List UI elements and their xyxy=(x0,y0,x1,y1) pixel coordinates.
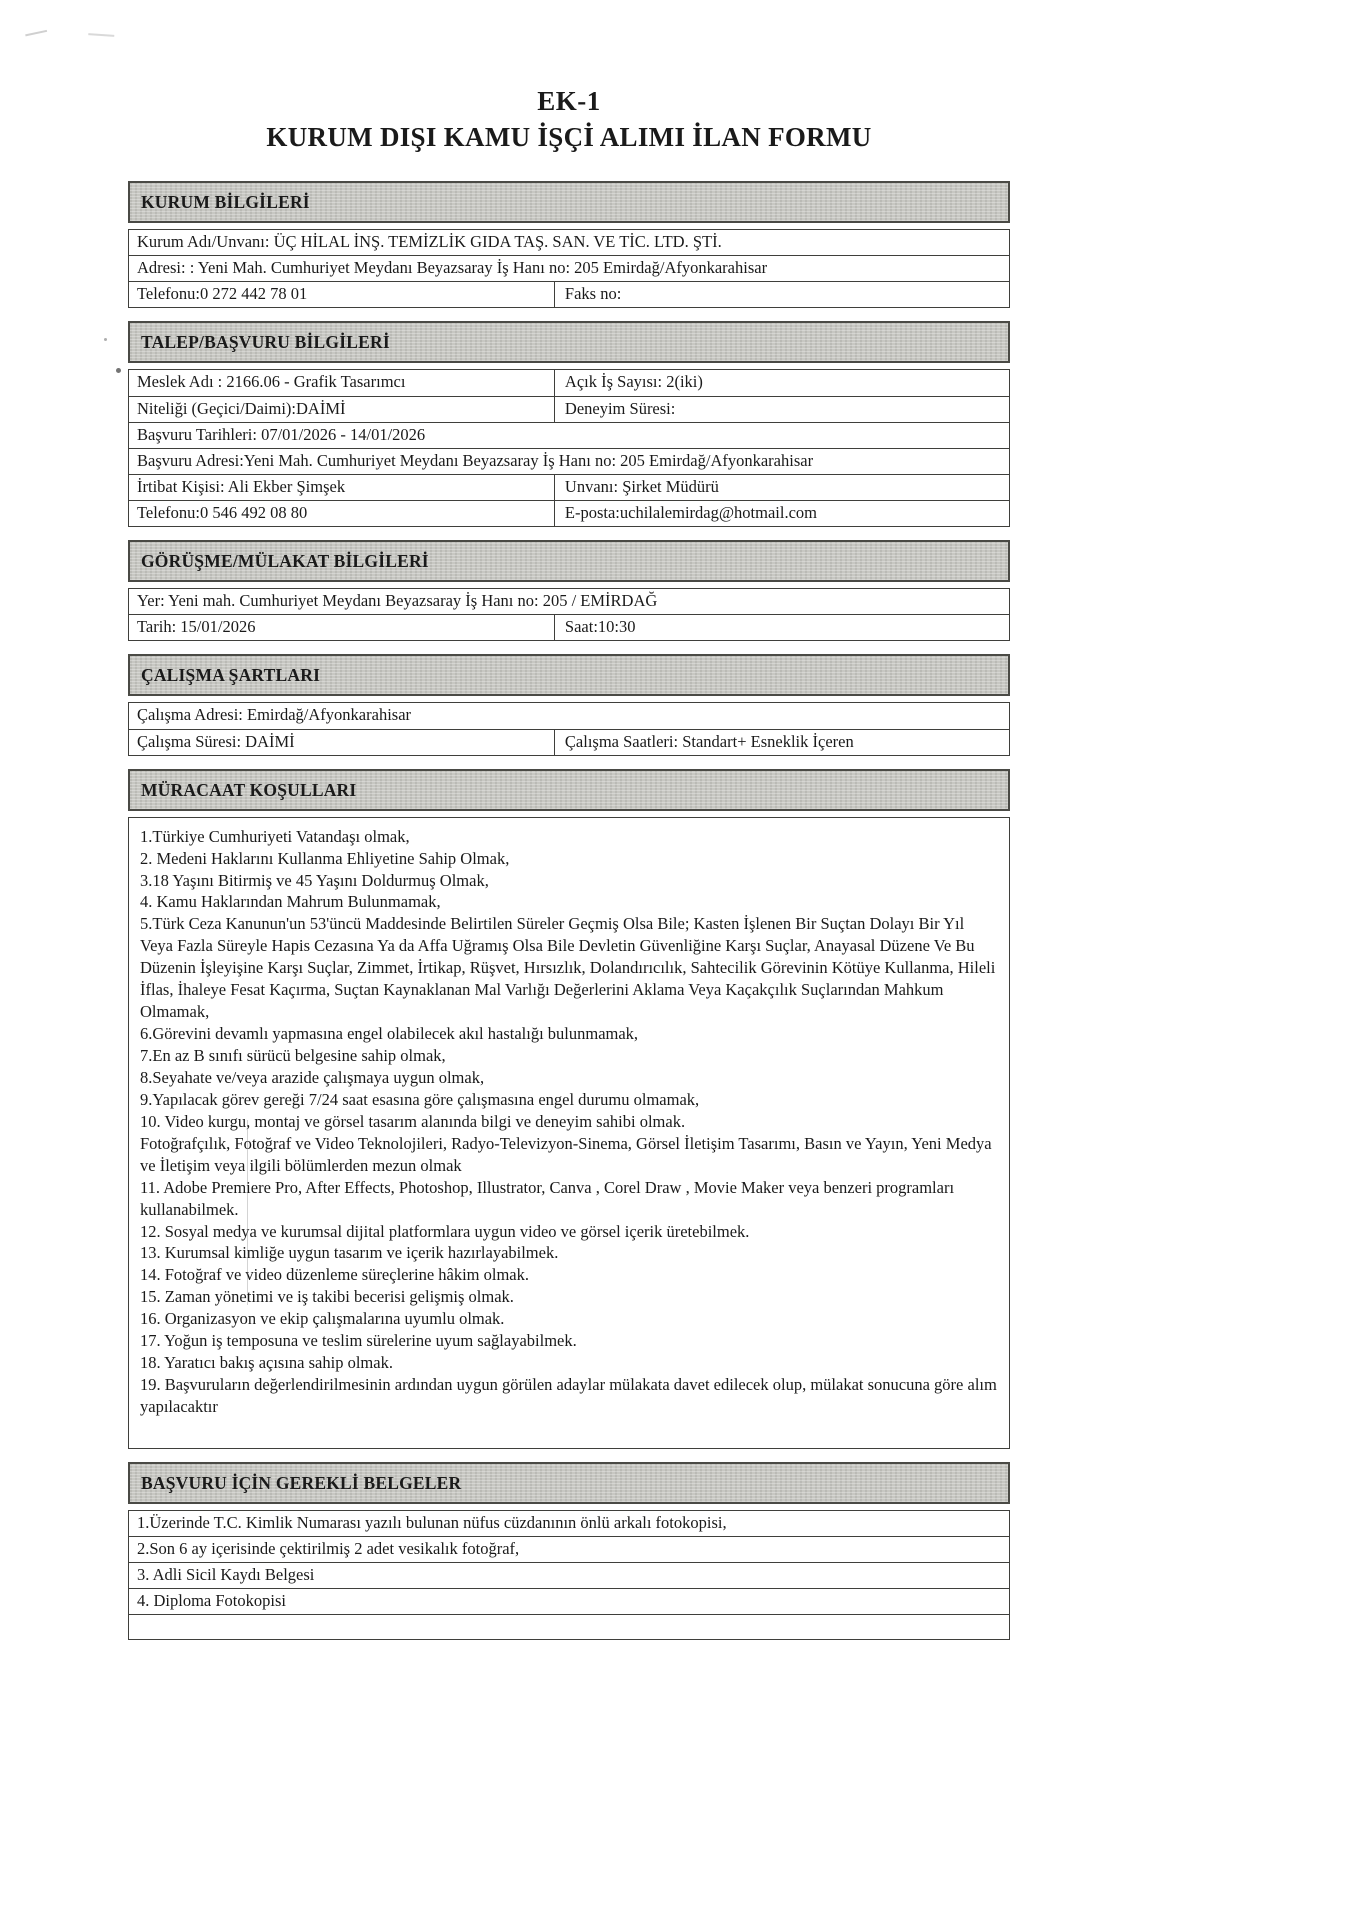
section-header-gerekli-belgeler xyxy=(128,1462,1010,1504)
section-header-calisma-sartlari xyxy=(128,654,1010,696)
requirement-item: 5.Türk Ceza Kanunun'un 53'üncü Maddesinde Belirtilen Süreler Geçmiş Olsa Bile; Kasten İşlenen Bir Suçtan Dolayı Bir Yıl Veya Fazla Süreyle Hapis Cezasına Ya da Affa Uğramış Olsa Bile Devletin Güvenliğine Karşı Suçlar, Anayasal Düzene Ve Bu Düzenin İşleyişine Karşı Suçlar, Zimmet, İrtikap, Rüşvet, Hırsızlık, Dolandırıcılık, Sahtecilik Görevinin Kötüye Kullanma, Hileli İflas, İhaleye Fesat Kaçırma, Suçtan Kaynaklanan Mal Varlığı Değerlerini Aklama Veya Kaçakçılık Suçlarından Mahkum Olmamak, xyxy=(140,914,996,1022)
section-header-label: TALEP/BAŞVURU BİLGİLERİ xyxy=(141,332,390,353)
field-irtibat-kisisi: İrtibat Kişisi: Ali Ekber Şimşek xyxy=(129,475,555,500)
section-header-label: BAŞVURU İÇİN GEREKLİ BELGELER xyxy=(141,1472,462,1493)
field-unvani: Unvanı: Şirket Müdürü xyxy=(564,476,719,496)
field-talep-telefonu: Telefonu:0 546 492 08 80 xyxy=(129,501,555,526)
requirement-item: 4. Kamu Haklarından Mahrum Bulunmamak, xyxy=(140,892,441,912)
field-basvuru-adresi: Başvuru Adresi:Yeni Mah. Cumhuriyet Meydanı Beyazsaray İş Hanı no: 205 Emirdağ/Afyonkarahisar xyxy=(129,449,1009,475)
talep-basvuru-table xyxy=(128,369,1010,527)
field-gorusme-yer: Yer: Yeni mah. Cumhuriyet Meydanı Beyazsaray İş Hanı no: 205 / EMİRDAĞ xyxy=(129,589,1009,615)
field-gorusme-tarih: Tarih: 15/01/2026 xyxy=(129,615,555,640)
field-faks-no: Faks no: xyxy=(564,284,622,304)
requirement-item: 18. Yaratıcı bakış açısına sahip olmak. xyxy=(140,1353,393,1373)
requirement-item: 13. Kurumsal kimliğe uygun tasarım ve içerik hazırlayabilmek. xyxy=(140,1243,559,1263)
requirement-item: 9.Yapılacak görev gereği 7/24 saat esasına göre çalışmasına engel durumu olmamak, xyxy=(140,1089,700,1109)
section-header-label: ÇALIŞMA ŞARTLARI xyxy=(141,665,321,686)
requirement-item: 19. Başvuruların değerlendirilmesinin ardından uygun görülen adaylar mülakata davet edilecek olup, mülakat sonucuna göre alım yapılacaktır xyxy=(140,1375,997,1416)
field-acik-is-sayisi: Açık İş Sayısı: 2(iki) xyxy=(564,372,703,392)
field-calisma-saatleri: Çalışma Saatleri: Standart+ Esneklik İçeren xyxy=(564,731,854,751)
table-row xyxy=(129,730,1009,756)
requirement-item: 2. Medeni Haklarını Kullanma Ehliyetine Sahip Olmak, xyxy=(140,848,510,868)
requirement-item: 12. Sosyal medya ve kurumsal dijital platformlara uygun video ve görsel içerik üretebilmek. xyxy=(140,1221,750,1241)
field-kurum-adi-unvani: Kurum Adı/Unvanı: ÜÇ HİLAL İNŞ. TEMİZLİK GIDA TAŞ. SAN. VE TİC. LTD. ŞTİ. xyxy=(129,230,1009,256)
requirement-item: 16. Organizasyon ve ekip çalışmalarına uyumlu olmak. xyxy=(140,1309,505,1329)
section-header-label: GÖRÜŞME/MÜLAKAT BİLGİLERİ xyxy=(141,551,429,572)
muracaat-kosullari-list xyxy=(128,817,1010,1449)
requirement-item: 7.En az B sınıfı sürücü belgesine sahip olmak, xyxy=(140,1046,446,1065)
field-gorusme-saat: Saat:10:30 xyxy=(564,617,636,637)
requirement-item: 8.Seyahate ve/veya arazide çalışmaya uygun olmak, xyxy=(140,1067,485,1087)
section-header-muracaat-kosullari xyxy=(128,769,1010,811)
field-kurum-adresi: Adresi: : Yeni Mah. Cumhuriyet Meydanı Beyazsaray İş Hanı no: 205 Emirdağ/Afyonkarahisar xyxy=(129,256,1009,282)
gorusme-mulakat-table xyxy=(128,588,1010,641)
gerekli-belgeler-table xyxy=(128,1510,1010,1641)
scan-artifact xyxy=(25,30,49,44)
requirement-item: 15. Zaman yönetimi ve iş takibi becerisi gelişmiş olmak. xyxy=(140,1287,514,1307)
table-row xyxy=(129,282,1009,308)
field-eposta: E-posta:uchilalemirdag@hotmail.com xyxy=(564,503,817,522)
requirement-item: Fotoğrafçılık, Fotoğraf ve Video Teknolojileri, Radyo-Televizyon-Sinema, Görsel İletişim Tasarımı, Basın ve Yayın, Yeni Medya ve İletişim veya ilgili bölümlerden mezun olmak xyxy=(140,1133,992,1175)
section-header-gorusme-mulakat xyxy=(128,540,1010,582)
field-kurum-telefonu: Telefonu:0 272 442 78 01 xyxy=(129,282,555,307)
kurum-bilgileri-table xyxy=(128,229,1010,308)
requirement-item: 14. Fotoğraf ve video düzenleme süreçlerine hâkim olmak. xyxy=(140,1265,529,1285)
table-row xyxy=(129,615,1009,641)
requirement-item: 11. Adobe Premiere Pro, After Effects, Photoshop, Illustrator, Canva , Corel Draw , Movie Maker veya benzeri programları kullanabilmek. xyxy=(140,1177,955,1219)
requirement-item: 10. Video kurgu, montaj ve görsel tasarım alanında bilgi ve deneyim sahibi olmak. xyxy=(140,1111,686,1131)
field-deneyim-suresi: Deneyim Süresi: xyxy=(564,398,676,418)
section-header-label: MÜRACAAT KOŞULLARI xyxy=(141,779,357,800)
attachment-code: EK-1 xyxy=(537,86,601,116)
field-calisma-suresi: Çalışma Süresi: DAİMİ xyxy=(129,730,555,755)
requirement-item: 1.Türkiye Cumhuriyeti Vatandaşı olmak, xyxy=(140,826,410,846)
table-row xyxy=(129,501,1009,527)
requirement-item: 17. Yoğun iş temposuna ve teslim sürelerine uyum sağlayabilmek. xyxy=(140,1331,577,1351)
scan-artifact xyxy=(88,33,115,45)
requirement-item: 3.18 Yaşını Bitirmiş ve 45 Yaşını Doldurmuş Olmak, xyxy=(140,870,489,890)
empty-row xyxy=(129,1615,1009,1640)
field-calisma-adresi: Çalışma Adresi: Emirdağ/Afyonkarahisar xyxy=(129,703,1009,729)
page-title: KURUM DIŞI KAMU İŞÇİ ALIMI İLAN FORMU xyxy=(266,122,872,152)
document-titles xyxy=(128,0,1010,153)
requirement-item: 6.Görevini devamlı yapmasına engel olabilecek akıl hastalığı bulunmamak, xyxy=(140,1024,639,1044)
table-row xyxy=(129,397,1009,423)
document-item: 4. Diploma Fotokopisi xyxy=(129,1589,1009,1615)
scan-artifact xyxy=(116,368,121,373)
table-row xyxy=(129,370,1009,396)
field-basvuru-tarihleri: Başvuru Tarihleri: 07/01/2026 - 14/01/2026 xyxy=(129,423,1009,449)
field-niteligi: Niteliği (Geçici/Daimi):DAİMİ xyxy=(129,397,555,422)
document-item: 2.Son 6 ay içerisinde çektirilmiş 2 adet vesikalık fotoğraf, xyxy=(129,1537,1009,1563)
table-row xyxy=(129,475,1009,501)
field-meslek-adi: Meslek Adı : 2166.06 - Grafik Tasarımcı xyxy=(129,370,555,395)
document-item: 3. Adli Sicil Kaydı Belgesi xyxy=(129,1563,1009,1589)
section-header-talep-basvuru xyxy=(128,321,1010,363)
section-header-kurum-bilgileri xyxy=(128,181,1010,223)
scan-artifact xyxy=(104,338,107,341)
section-header-label: KURUM BİLGİLERİ xyxy=(141,192,310,212)
form-body xyxy=(128,181,1010,1640)
document-item: 1.Üzerinde T.C. Kimlik Numarası yazılı bulunan nüfus cüzdanının önlü arkalı fotokopisi, xyxy=(129,1511,1009,1537)
calisma-sartlari-table xyxy=(128,702,1010,755)
